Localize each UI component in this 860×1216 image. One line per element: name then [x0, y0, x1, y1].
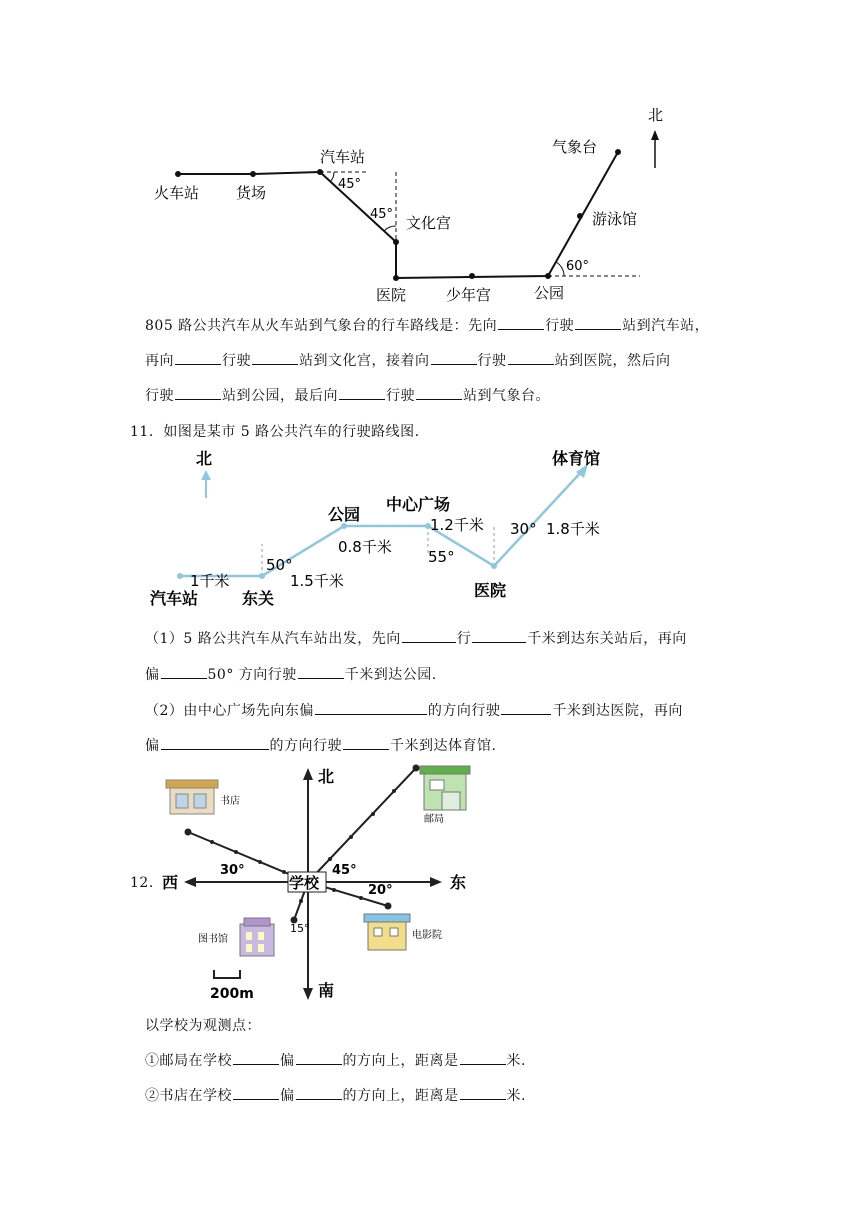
north-label: 北 [196, 449, 213, 468]
q12-number: 12. [130, 875, 154, 891]
q11-part1-line2: 偏 50° 方向行驶 千米到达公园. [145, 664, 437, 684]
q12-intro: 以学校为观测点： [145, 1018, 261, 1034]
angle-label: 30° [510, 520, 537, 538]
answer-blank[interactable] [233, 1085, 279, 1100]
answer-blank[interactable] [161, 735, 269, 750]
route-805-diagram [140, 100, 680, 305]
bookstore-label: 书店 [220, 796, 240, 807]
library-label: 图书馆 [198, 934, 228, 945]
angle-label: 50° [266, 556, 293, 574]
station-label: 货场 [236, 184, 267, 202]
answer-blank[interactable] [416, 385, 462, 400]
scale-bar [214, 970, 240, 978]
q11-part2-line2: 偏 的方向行驶 千米到达体育馆. [145, 735, 496, 755]
station-label: 火车站 [154, 184, 200, 202]
scale-label: 200m [210, 986, 254, 1002]
cinema-icon [364, 914, 410, 950]
q11-part2-line1: （2）由中心广场先向东偏 的方向行驶 千米到达医院，再向 [145, 700, 683, 720]
answer-blank[interactable] [233, 1050, 279, 1065]
answer-blank[interactable] [315, 700, 427, 715]
station-label: 医院 [376, 286, 407, 304]
answer-blank[interactable] [175, 350, 221, 365]
q10-line-3: 行驶 站到公园，最后向 行驶 站到气象台。 [145, 385, 550, 405]
answer-blank[interactable] [431, 350, 477, 365]
south-label: 南 [318, 981, 335, 1000]
answer-blank[interactable] [298, 664, 344, 679]
route-5-diagram [148, 440, 638, 610]
stop-label: 体育馆 [552, 449, 601, 468]
distance-label: 0.8千米 [338, 538, 392, 556]
stop-label: 公园 [328, 505, 361, 524]
answer-blank[interactable] [472, 628, 526, 643]
stop-label: 医院 [474, 581, 507, 600]
answer-blank[interactable] [501, 700, 551, 715]
q12-line-1: ①邮局在学校 偏 的方向上，距离是 米. [145, 1050, 526, 1070]
answer-blank[interactable] [343, 735, 389, 750]
distance-label: 1千米 [190, 572, 230, 590]
cinema-label: 电影院 [412, 930, 442, 941]
answer-blank[interactable] [575, 315, 621, 330]
angle-label: 30° [220, 863, 245, 878]
station-label: 汽车站 [320, 148, 366, 166]
library-icon [240, 918, 274, 956]
station-label: 气象台 [552, 138, 598, 156]
angle-label: 55° [428, 548, 455, 566]
answer-blank[interactable] [161, 664, 207, 679]
station-label: 游泳馆 [592, 210, 638, 228]
answer-blank[interactable] [175, 385, 221, 400]
answer-blank[interactable] [252, 350, 298, 365]
angle-label: 45° [332, 863, 357, 878]
answer-blank[interactable] [339, 385, 385, 400]
east-label: 东 [450, 873, 467, 892]
school-direction-diagram [158, 760, 488, 1002]
answer-blank[interactable] [296, 1085, 342, 1100]
post-office-icon [420, 766, 470, 810]
north-label: 北 [318, 767, 335, 786]
school-label: 学校 [289, 874, 320, 892]
stop-label: 东关 [242, 589, 275, 608]
stop-label: 汽车站 [150, 589, 199, 608]
angle-label: 45° [370, 207, 394, 222]
angle-label: 15° [290, 922, 310, 935]
q10-line-1: 805 路公共汽车从火车站到气象台的行车路线是：先向 行驶 站到汽车站， [145, 315, 709, 335]
answer-blank[interactable] [296, 1050, 342, 1065]
station-label: 少年宫 [446, 286, 492, 304]
north-label: 北 [648, 106, 664, 124]
distance-label: 1.8千米 [546, 520, 600, 538]
answer-blank[interactable] [460, 1085, 506, 1100]
answer-blank[interactable] [460, 1050, 506, 1065]
angle-label: 20° [368, 883, 393, 898]
q11-part1-line1: （1）5 路公共汽车从汽车站出发，先向 行 千米到达东关站后，再向 [145, 628, 687, 648]
answer-blank[interactable] [508, 350, 554, 365]
answer-blank[interactable] [402, 628, 456, 643]
west-label: 西 [162, 873, 179, 892]
q10-line-2: 再向 行驶 站到文化宫，接着向 行驶 站到医院，然后向 [145, 350, 671, 370]
distance-label: 1.2千米 [430, 516, 484, 534]
q12-line-2: ②书店在学校 偏 的方向上，距离是 米. [145, 1085, 526, 1105]
station-label: 文化宫 [406, 214, 452, 232]
q11-title: 11．如图是某市 5 路公共汽车的行驶路线图. [130, 424, 420, 440]
bookstore-icon [166, 780, 218, 814]
distance-label: 1.5千米 [290, 572, 344, 590]
stop-label: 中心广场 [386, 495, 451, 514]
angle-label: 60° [566, 259, 590, 274]
answer-blank[interactable] [498, 315, 544, 330]
station-label: 公园 [534, 284, 565, 302]
post-office-label: 邮局 [424, 814, 444, 825]
angle-label: 45° [338, 177, 362, 192]
